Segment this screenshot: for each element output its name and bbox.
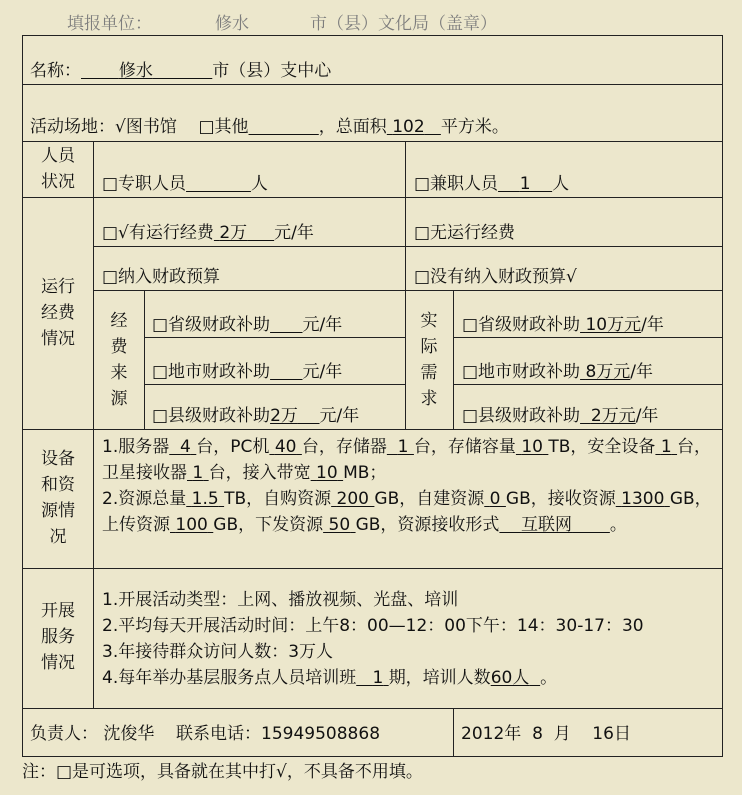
equipment-label: 设备和资源情况 (41, 449, 75, 547)
in-budget: □纳入财政预算 (102, 267, 221, 287)
person-name: 沈俊华 (103, 724, 155, 744)
footer-date: 2012年 8 月 16日 (461, 724, 631, 744)
name-value: 修水 (118, 61, 153, 81)
header-county: 修水 (215, 14, 249, 34)
venue-area-label: ，总面积 (318, 117, 387, 137)
not-in-budget: □没有纳入财政预算√ (414, 267, 577, 287)
name-row (30, 60, 331, 82)
has-funding: □√有运行经费 2万 元/年 (102, 223, 314, 243)
venue-row (30, 116, 509, 138)
funding-label: 运行经费情况 (41, 277, 75, 349)
demand-row-city: □地市财政补助 8万元/年 (462, 362, 654, 382)
phone-number: 15949508868 (261, 724, 381, 744)
name-suffix: 市（县）支中心 (212, 61, 332, 81)
source-row-county: □县级财政补助2万 元/年 (152, 406, 360, 426)
parttime-staff: □兼职人员 1 人 (414, 174, 570, 194)
source-row-city: □地市财政补助 元/年 (152, 362, 343, 382)
source-row-province: □省级财政补助 元/年 (152, 315, 343, 335)
service-label: 开展服务情况 (41, 601, 75, 673)
header-suffix: 市（县）文化局（盖章） (310, 14, 497, 34)
venue-label: 活动场地： (30, 117, 115, 137)
venue-area-value: 102 (392, 117, 425, 137)
name-label: 名称： (30, 61, 81, 81)
venue-area-unit: 平方米。 (440, 117, 509, 137)
fulltime-staff: □专职人员 人 (102, 174, 268, 194)
equipment-content: 1.服务器 4 台，PC机 40 台，存储器 1 台，存储容量 10 TB，安全设备 1 台，卫星接收器 1 台，接入带宽 10 MB； 2.资源总量 1.5 TB，自购资源 200 GB，自建资源 0 GB，接收资源 1300 GB，上传资源 100 GB，下发资源 50 GB，资源接收形式 互联网 。 (102, 437, 712, 535)
person-label: 负责人： (30, 724, 98, 744)
note: 注：□是可选项，具备就在其中打√，不具备不用填。 (22, 762, 423, 782)
service-line-3: 3.年接待群众访问人数：3万人 (102, 642, 334, 662)
service-line-1: 1.开展活动类型：上网、播放视频、光盘、培训 (102, 590, 459, 610)
service-line-4: 4.每年举办基层服务点人员培训班 1 期，培训人数60人 。 (102, 668, 558, 688)
demand-row-county: □县级财政补助 2万元/年 (462, 406, 659, 426)
demand-row-province: □省级财政补助 10万元/年 (462, 315, 664, 335)
venue-other: □其他 (198, 117, 249, 137)
demand-label: 实际需求 (420, 311, 438, 409)
service-line-2: 2.平均每天开展活动时间：上午8：00—12：00下午：14：30-17：30 (102, 616, 644, 636)
source-label: 经费来源 (110, 311, 128, 409)
phone-label: 联系电话： (176, 724, 262, 744)
header-unit-label: 填报单位： (67, 14, 152, 34)
footer-contact (30, 723, 380, 745)
no-funding: □无运行经费 (414, 223, 516, 243)
staff-label: 人员状况 (41, 146, 75, 192)
venue-library: √图书馆 (115, 117, 177, 137)
service-content (102, 587, 714, 691)
